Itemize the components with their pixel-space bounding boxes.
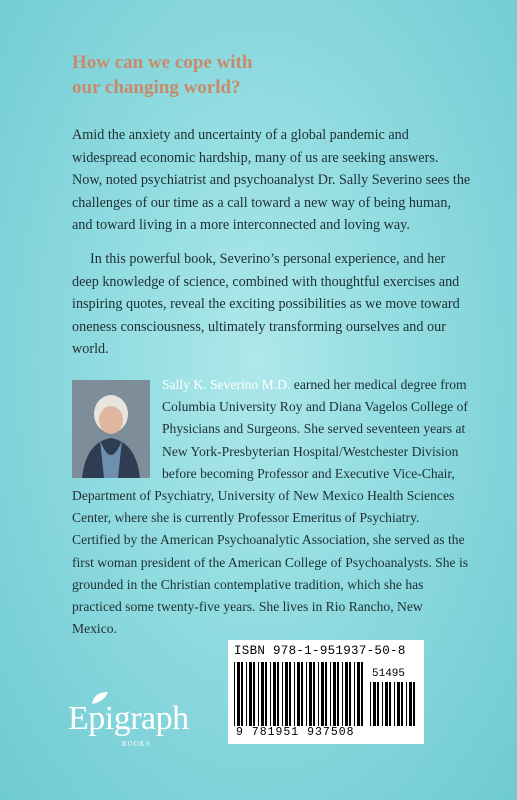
barcode-bar	[361, 662, 363, 726]
barcode-bar	[258, 662, 259, 726]
barcode-bar	[394, 682, 395, 726]
publisher-name: Epigraph	[68, 700, 189, 737]
headline-line-2: our changing world?	[72, 77, 241, 98]
price-code: 51495	[372, 668, 406, 680]
barcode-bar	[313, 662, 315, 726]
description-paragraph-1: Amid the anxiety and uncertainty of a global pandemic and widespread economic hardship, many of us are seeking answers. Now, noted psychiatrist and psychoanalyst Dr. Sally Severino sees the challenges of our time as a call toward a new way of being human, and toward living in a more interconnected and loving way.	[72, 127, 471, 233]
barcode-bar	[273, 662, 276, 726]
barcode-number: 9 781951 937508	[236, 726, 355, 739]
barcode-bar	[306, 662, 307, 726]
barcode-bar	[342, 662, 343, 726]
barcode-bar	[345, 662, 348, 726]
barcode-bar	[385, 682, 388, 726]
barcode-bars	[234, 662, 364, 726]
barcode-bar	[241, 662, 243, 726]
barcode-bar	[377, 682, 379, 726]
barcode-bar	[325, 662, 327, 726]
barcode-bar	[294, 662, 295, 726]
barcode-bar	[253, 662, 255, 726]
barcode-bar	[318, 662, 319, 726]
barcode-bar	[370, 682, 371, 726]
barcode-bar	[246, 662, 247, 726]
barcode-bar	[401, 682, 403, 726]
isbn-label: ISBN 978-1-951937-50-8	[234, 644, 406, 658]
barcode-bar	[330, 662, 331, 726]
barcode-bar	[406, 682, 407, 726]
barcode-bar	[413, 682, 415, 726]
barcode-bar	[301, 662, 303, 726]
barcode-bar	[333, 662, 336, 726]
barcode-bar	[357, 662, 360, 726]
barcode-bar	[382, 682, 383, 726]
barcode-bar	[321, 662, 324, 726]
barcode-bar	[270, 662, 271, 726]
barcode-bar	[297, 662, 300, 726]
barcode-bar	[249, 662, 252, 726]
barcode-bar	[234, 662, 235, 726]
barcode-bar	[337, 662, 339, 726]
barcode-bar	[349, 662, 351, 726]
barcode-bar	[285, 662, 288, 726]
barcode-bar	[261, 662, 264, 726]
barcode-bar	[397, 682, 400, 726]
author-bio	[72, 374, 470, 640]
publisher-sub: BOOKS	[122, 740, 151, 748]
barcode-bar	[277, 662, 279, 726]
description-paragraph-2: In this powerful book, Severino’s personal experience, and her deep knowledge of science, combined with thoughtful exercises and inspiring quotes, reveal the exciting possibilities as we move toward oneness consciousness, ultimately transforming ourselves and our world.	[72, 251, 460, 357]
photo-spacer	[72, 374, 162, 482]
barcode-bar	[289, 662, 291, 726]
barcode-bar	[389, 682, 391, 726]
barcode-bar	[265, 662, 267, 726]
publisher-logo	[62, 700, 212, 750]
author-bio-text: earned her medical degree from Columbia University Roy and Diana Vagelos College of Physicians and Surgeons. She served seventeen years at New York-Presbyterian Hospital/Westchester Division before becoming Professor and Executive Vice-Chair, Department of Psychiatry, University of New Mexico Health Sciences Center, where she is currently Professor Emeritus of Psychiatry. Certified by the American Psychoanalytic Association, she served as the first woman president of the American College of Psychoanalysts. She is grounded in the Christian contemplative tradition, which she has practiced some twenty-five years. She lives in Rio Rancho, New Mexico.	[72, 377, 469, 637]
barcode-bar	[237, 662, 240, 726]
barcode-bar	[373, 682, 376, 726]
author-name: Sally K. Severino M.D.	[162, 377, 291, 392]
isbn-barcode	[228, 640, 424, 744]
barcode-bar	[309, 662, 312, 726]
barcode-bar	[409, 682, 412, 726]
headline-line-1: How can we cope with	[72, 52, 253, 73]
barcode-bar	[282, 662, 283, 726]
barcode-bar	[354, 662, 355, 726]
barcode-addon-bars	[370, 682, 418, 726]
back-cover-headline	[72, 50, 452, 100]
